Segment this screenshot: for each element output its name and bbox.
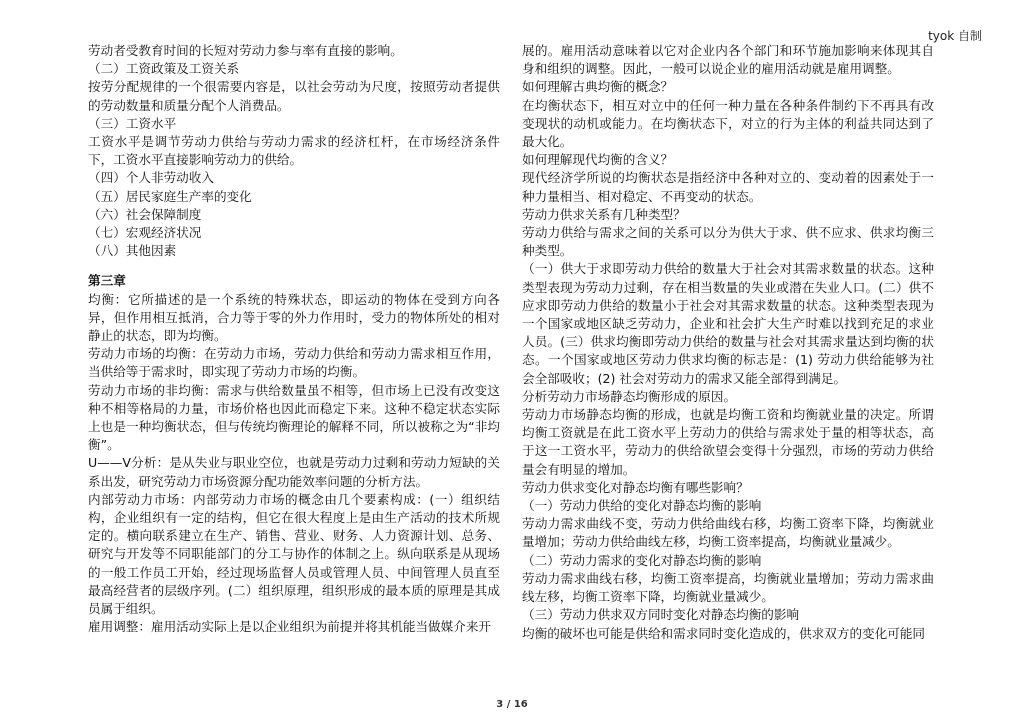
header-brand: tyok 自制 bbox=[928, 29, 982, 43]
page-number: 3 / 16 bbox=[496, 699, 528, 710]
paragraph: 劳动力市场静态均衡的形成，也就是均衡工资和均衡就业量的决定。所谓均衡工资就是在此工资水平上劳动力的供给与需求处于量的相等状态，高于这一工资水平，劳动力的供给欲望会变得十分强烈，市场的劳动力供给量会有明显的增加。 bbox=[522, 407, 934, 477]
paragraph: （四）个人非劳动收入 bbox=[88, 170, 214, 186]
paragraph: （五）居民家庭生产率的变化 bbox=[88, 188, 252, 204]
paragraph: 如何理解现代均衡的含义？ bbox=[522, 152, 674, 168]
paragraph: 展的。雇用活动意味着以它对企业内各个部门和环节施加影响来体现其自身和组织的调整。因此，一般可以说企业的雇用活动就是雇用调整。 bbox=[522, 43, 934, 77]
paragraph: 劳动力市场的非均衡：需求与供给数量虽不相等，但市场上已没有改变这种不相等格局的力量，市场价格也因此而稳定下来。这种不稳定状态实际上也是一种均衡状态，但与传统均衡理论的解释不同，所以被称之为“非均衡”。 bbox=[88, 382, 500, 453]
paragraph: 劳动力需求曲线右移，均衡工资率提高，均衡就业量增加；劳动力需求曲线左移，均衡工资率下降，均衡就业量减少。 bbox=[522, 570, 934, 605]
paragraph: （二）劳动力需求的变化对静态均衡的影响 bbox=[522, 552, 762, 568]
paragraph: 按劳分配规律的一个很需要内容是，以社会劳动为尺度，按照劳动者提供的劳动数量和质量分配个人消费品。 bbox=[88, 79, 500, 113]
right-column bbox=[522, 42, 934, 643]
paragraph: （三）工资水平 bbox=[88, 115, 177, 131]
paragraph: 内部劳动力市场：内部劳动力市场的概念由几个要素构成：(一）组织结构，企业组织有一定的结构，但它在很大程度上是由生产活动的技术所规定的。横向联系建立在生产、销售、营业、财务、人力资源计划、总务、研究与开发等不同职能部门的分工与协作的体制之上。纵向联系是从现场的一般工作员工开始，经过现场监督人员或管理人员、中间管理人员直至最高经营者的层级序列。(二）组织原理，组织形成的最本质的原理是其成员属于组织。 bbox=[88, 491, 500, 617]
paragraph: （二）工资政策及工资关系 bbox=[88, 61, 240, 77]
paragraph: 均衡的破坏也可能是供给和需求同时变化造成的，供求双方的变化可能同 bbox=[522, 625, 925, 641]
paragraph: （一）供大于求即劳动力供给的数量大于社会对其需求数量的状态。这种类型表现为劳动力过剩，存在相当数量的失业或潜在失业人口。(二）供不应求即劳动力供给的数量小于社会对其需求数量的状态。这种类型表现为一个国家或地区缺乏劳动力，企业和社会扩大生产时难以找到充足的求业人员。(三）供求均衡即劳动力供给的数量与社会对其需求量达到均衡的状态。一个国家或地区劳动力供求均衡的标志是：(1) 劳动力供给能够为社会全部吸收；(2) 社会对劳动力的需求又能全部得到满足。 bbox=[522, 261, 934, 386]
paragraph: 劳动力供给与需求之间的关系可以分为供大于求、供不应求、供求均衡三种类型。 bbox=[522, 225, 934, 259]
paragraph: U——V分析：是从失业与职业空位，也就是劳动力过剩和劳动力短缺的关系出发，研究劳动力市场资源分配功能效率问题的分析方法。 bbox=[88, 455, 500, 489]
paragraph: 劳动力供求变化对静态均衡有哪些影响？ bbox=[522, 479, 749, 495]
left-column bbox=[88, 42, 500, 637]
section-heading: 第三章 bbox=[88, 273, 126, 289]
paragraph: 劳动力需求曲线不变，劳动力供给曲线右移，均衡工资率下降，均衡就业量增加；劳动力供给曲线左移，均衡工资率提高，均衡就业量减少。 bbox=[522, 516, 934, 550]
paragraph: 雇用调整：雇用活动实际上是以企业组织为前提并将其机能当做媒介来开 bbox=[88, 619, 491, 635]
paragraph: 如何理解古典均衡的概念？ bbox=[522, 79, 674, 95]
paragraph: 劳动力供求关系有几种类型？ bbox=[522, 206, 686, 222]
paragraph: 均衡：它所描述的是一个系统的特殊状态，即运动的物体在受到方向各异，但作用相互抵消，合力等于零的外力作用时，受力的物体所处的相对静止的状态，即为均衡。 bbox=[88, 291, 500, 344]
paragraph: （一）劳动力供给的变化对静态均衡的影响 bbox=[522, 498, 762, 514]
paragraph: （七）宏观经济状况 bbox=[88, 225, 202, 241]
paragraph: （八）其他因素 bbox=[88, 243, 177, 259]
paragraph: 工资水平是调节劳动力供给与劳动力需求的经济杠杆，在市场经济条件下，工资水平直接影响劳动力的供给。 bbox=[88, 134, 500, 168]
paragraph: （六）社会保障制度 bbox=[88, 206, 202, 222]
paragraph: 分析劳动力市场静态均衡形成的原因。 bbox=[522, 388, 737, 404]
paragraph: 劳动力市场的均衡：在劳动力市场，劳动力供给和劳动力需求相互作用，当供给等于需求时，即实现了劳动力市场的均衡。 bbox=[88, 346, 500, 380]
paragraph: 在均衡状态下，相互对立中的任何一种力量在各种条件制约下不再具有改变现状的动机或能力。在均衡状态下，对立的行为主体的利益共同达到了最大化。 bbox=[522, 97, 934, 150]
paragraph: （三）劳动力供求双方同时变化对静态均衡的影响 bbox=[522, 607, 800, 623]
paragraph: 劳动者受教育时间的长短对劳动力参与率有直接的影响。 bbox=[88, 43, 403, 58]
paragraph: 现代经济学所说的均衡状态是指经济中各种对立的、变动着的因素处于一种力量相当、相对稳定、不再变动的状态。 bbox=[522, 170, 934, 204]
